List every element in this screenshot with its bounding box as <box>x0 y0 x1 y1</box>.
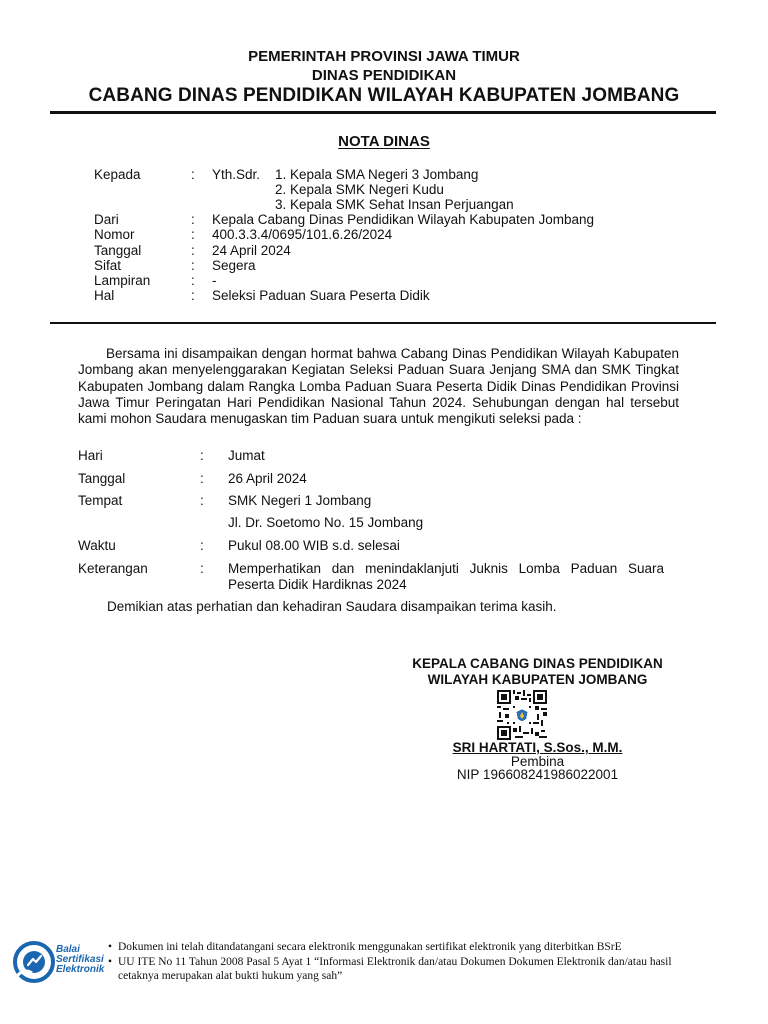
closing-sentence: Demikian atas perhatian dan kehadiran Saudara disampaikan terima kasih. <box>107 599 557 614</box>
letterhead-line-1: PEMERINTAH PROVINSI JAWA TIMUR <box>248 48 520 65</box>
event-colon: : <box>200 471 204 486</box>
meta-dari-value: Kepala Cabang Dinas Pendidikan Wilayah Kabupaten Jombang <box>212 212 595 227</box>
meta-recipient-2: 2. Kepala SMK Negeri Kudu <box>275 182 444 197</box>
meta-colon: : <box>191 273 195 288</box>
meta-colon: : <box>191 258 195 273</box>
body-paragraph <box>78 346 679 427</box>
footer-bullet-1 <box>108 940 708 955</box>
meta-row-recipient-2 <box>0 182 768 198</box>
meta-row-lampiran <box>0 273 768 289</box>
bsre-logo-line-2: Sertifikasi <box>56 954 104 965</box>
meta-nomor-value: 400.3.3.4/0695/101.6.26/2024 <box>212 227 393 242</box>
meta-row-dari <box>0 212 768 228</box>
signatory-nip: NIP 196608241986022001 <box>456 767 619 782</box>
meta-label: Hal <box>94 288 115 303</box>
meta-colon: : <box>191 212 195 227</box>
event-label: Waktu <box>78 538 116 553</box>
event-alamat-value: Jl. Dr. Soetomo No. 15 Jombang <box>228 515 424 530</box>
signatory-rank: Pembina <box>510 754 565 769</box>
meta-colon: : <box>191 243 195 258</box>
meta-row-nomor <box>0 227 768 243</box>
event-label: Tanggal <box>78 471 126 486</box>
bullet-icon: • <box>108 955 113 968</box>
signatory-title-line-1: KEPALA CABANG DINAS PENDIDIKAN <box>412 656 663 671</box>
meta-label: Sifat <box>94 258 122 273</box>
meta-row-recipient-3 <box>0 197 768 213</box>
event-waktu-value: Pukul 08.00 WIB s.d. selesai <box>228 538 400 553</box>
meta-recipient-3: 3. Kepala SMK Sehat Insan Perjuangan <box>275 197 514 212</box>
meta-colon: : <box>191 167 195 182</box>
footer-bullet-2 <box>108 955 673 984</box>
meta-sifat-value: Segera <box>212 258 256 273</box>
bsre-logo-text <box>56 945 104 975</box>
bsre-logo-line-3: Elektronik <box>56 964 105 975</box>
meta-kepada-prefix: Yth.Sdr. <box>212 167 261 182</box>
event-tempat-value: SMK Negeri 1 Jombang <box>228 493 372 508</box>
letterhead-line-3: CABANG DINAS PENDIDIKAN WILAYAH KABUPATEN JOMBANG <box>88 85 680 106</box>
event-label: Hari <box>78 448 103 463</box>
event-colon: : <box>200 561 204 576</box>
meta-lampiran-value: - <box>212 273 217 288</box>
bsre-logo-icon <box>12 940 56 984</box>
meta-label: Dari <box>94 212 119 227</box>
document-title: NOTA DINAS <box>338 133 430 150</box>
meta-recipient-1: 1. Kepala SMA Negeri 3 Jombang <box>275 167 479 182</box>
meta-label: Tanggal <box>94 243 142 258</box>
event-tanggal-value: 26 April 2024 <box>228 471 307 486</box>
bullet-icon: • <box>108 941 113 953</box>
letterhead-line-2: DINAS PENDIDIKAN <box>311 67 457 84</box>
meta-hal-value: Seleksi Paduan Suara Peserta Didik <box>212 288 430 303</box>
signatory-title-line-2: WILAYAH KABUPATEN JOMBANG <box>427 671 648 687</box>
meta-row-tanggal <box>0 243 768 259</box>
meta-colon: : <box>191 288 195 303</box>
letterhead-divider <box>50 111 716 114</box>
meta-colon: : <box>191 227 195 242</box>
meta-row-hal <box>0 288 768 304</box>
meta-label: Lampiran <box>94 273 151 288</box>
meta-label: Nomor <box>94 227 135 242</box>
event-label: Tempat <box>78 493 123 508</box>
event-label: Keterangan <box>78 561 148 576</box>
signatory-name: SRI HARTATI, S.Sos., M.M. <box>452 740 623 755</box>
signatory-title <box>380 656 695 687</box>
footer-bullet-1-text: Dokumen ini telah ditandatangani secara elektronik menggunakan sertifikat elektronik yang diterbitkan BSrE <box>118 941 622 953</box>
event-hari-value: Jumat <box>228 448 265 463</box>
meta-tanggal-value: 24 April 2024 <box>212 243 291 258</box>
event-keterangan-value: Memperhatikan dan menindaklanjuti Juknis Lomba Paduan Suara Peserta Didik Hardiknas 2024 <box>228 561 664 592</box>
meta-divider <box>50 322 716 324</box>
meta-label: Kepada <box>94 167 141 182</box>
event-colon: : <box>200 493 204 508</box>
meta-row-kepada <box>0 167 768 183</box>
meta-row-sifat <box>0 258 768 274</box>
body-paragraph-text: Bersama ini disampaikan dengan hormat bahwa Cabang Dinas Pendidikan Wilayah Kabupaten Jombang akan menyelenggarakan Kegiatan Seleksi Paduan Suara Jenjang SMA dan SMK Tingkat Kabupaten Jombang dalam Rangka Lomba Paduan Suara Peserta Didik Dinas Pendidikan Provinsi Jawa Timur Peringatan Hari Pendidikan Nasional Tahun 2024. Sehubungan dengan hal tersebut kami mohon Saudara menugaskan tim Paduan suara untuk mengikuti seleksi pada : <box>78 346 679 427</box>
event-colon: : <box>200 538 204 553</box>
qr-code-icon <box>497 690 547 740</box>
bsre-logo-line-1: Balai <box>56 944 80 955</box>
footer-bullet-2-text: UU ITE No 11 Tahun 2008 Pasal 5 Ayat 1 “Informasi Elektronik dan/atau Dokumen Dokumen Elektronik dan/atau hasil cetaknya merupakan alat bukti hukum yang sah” <box>118 955 672 982</box>
event-colon: : <box>200 448 204 463</box>
footer-notes <box>108 940 708 984</box>
